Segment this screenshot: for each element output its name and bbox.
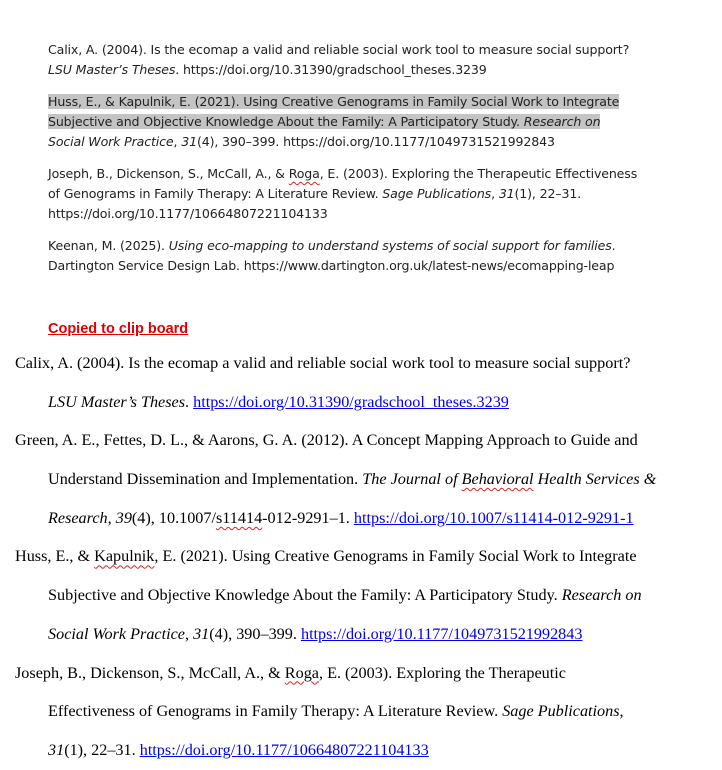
copied-to-clipboard-heading: Copied to clip board bbox=[48, 321, 189, 337]
italic-text: 39 bbox=[115, 508, 132, 527]
reference-entry bbox=[15, 537, 656, 653]
reference-text: Dartington Service Design Lab. https://www.dartington.org.uk/latest-news/ecomapping-leap bbox=[48, 258, 615, 273]
reference-line bbox=[48, 164, 637, 184]
reference-line bbox=[15, 344, 656, 383]
doi-link[interactable]: https://doi.org/10.1177/10664807221104133 bbox=[139, 740, 429, 759]
reference-text: Huss, E., & Kapulnik, E. (2021). Using Creative Genograms in Family Social Work to Integrate bbox=[48, 94, 620, 109]
reference-text: Green, A. E., Fettes, D. L., & Aarons, G. A. (2012). A Concept Mapping Approach to Guide and bbox=[15, 431, 638, 450]
reference-text: (1), 22–31. bbox=[64, 740, 140, 759]
misspelled-word: s11414 bbox=[216, 508, 263, 527]
reference-line bbox=[15, 499, 656, 538]
doi-link[interactable]: https://doi.org/10.1177/1049731521992843 bbox=[300, 624, 583, 643]
reference-text: (4), 390–399. https://doi.org/10.1177/1049731521992843 bbox=[196, 134, 555, 149]
reference-line bbox=[15, 654, 656, 693]
misspelled-word: Roga bbox=[288, 166, 320, 181]
reference-text: https://doi.org/10.1177/10664807221104133 bbox=[48, 206, 328, 221]
reference-line bbox=[15, 383, 656, 422]
reference-text: Subjective and Objective Knowledge About the Family: A Participatory Study. bbox=[48, 586, 562, 605]
italic-text: 31 bbox=[193, 624, 210, 643]
reference-line bbox=[15, 537, 656, 576]
reference-line bbox=[48, 132, 619, 152]
reference-text: -012-9291–1. bbox=[262, 508, 354, 527]
italic-text: 31 bbox=[181, 134, 197, 149]
reference-line bbox=[48, 204, 637, 224]
italic-text: Research on bbox=[561, 586, 642, 605]
reference-line bbox=[48, 184, 637, 204]
reference-text: , bbox=[184, 624, 194, 643]
italic-text: Using eco-mapping to understand systems of social support for families bbox=[168, 238, 612, 253]
reference-text: Keenan, M. (2025). bbox=[48, 238, 169, 253]
misspelled-word: Kapulnik bbox=[94, 547, 155, 566]
italic-text: Research on bbox=[523, 114, 601, 129]
italic-text: Health Services & bbox=[533, 470, 657, 489]
reference-text: (4), 390–399. bbox=[209, 624, 301, 643]
reference-list-pasted bbox=[15, 344, 656, 770]
reference-entry bbox=[48, 236, 616, 276]
italic-text: Social Work Practice bbox=[48, 134, 174, 149]
reference-line bbox=[15, 576, 656, 615]
italic-text: 31 bbox=[498, 186, 515, 201]
reference-text: , E. (2021). Using Creative Genograms in Family Social Work to Integrate bbox=[154, 547, 637, 566]
doi-link[interactable]: https://doi.org/10.1007/s11414-012-9291-1 bbox=[353, 508, 634, 527]
doi-link[interactable]: https://doi.org/10.31390/gradschool_theses.3239 bbox=[193, 392, 509, 411]
reference-line bbox=[15, 731, 656, 770]
reference-line bbox=[48, 40, 629, 60]
reference-text: . bbox=[185, 392, 194, 411]
italic-text: Sage Publications bbox=[502, 702, 620, 721]
reference-entry bbox=[48, 164, 637, 224]
reference-entry bbox=[15, 421, 656, 537]
reference-line bbox=[48, 236, 616, 256]
italic-text: Behavioral bbox=[461, 470, 534, 489]
reference-text: Calix, A. (2004). Is the ecomap a valid and reliable social work tool to measure social support? bbox=[48, 42, 630, 57]
reference-line bbox=[15, 615, 656, 654]
reference-line bbox=[48, 92, 619, 112]
italic-text: Social Work Practice bbox=[48, 624, 185, 643]
reference-line bbox=[48, 60, 629, 80]
reference-text: Joseph, B., Dickenson, S., McCall, A., & bbox=[15, 663, 285, 682]
reference-text: (1), 22–31. bbox=[514, 186, 582, 201]
reference-text: Huss, E., & bbox=[15, 547, 95, 566]
italic-text: 31 bbox=[48, 740, 65, 759]
reference-text: , bbox=[107, 508, 116, 527]
reference-text: , bbox=[491, 186, 499, 201]
reference-text: . bbox=[611, 238, 616, 253]
reference-line bbox=[15, 460, 656, 499]
reference-text: , bbox=[173, 134, 182, 149]
italic-text: LSU Master’s Theses bbox=[48, 62, 176, 77]
reference-text: Subjective and Objective Knowledge About the Family: A Participatory Study. bbox=[48, 114, 524, 129]
reference-text: , E. (2003). Exploring the Therapeutic Effectiveness bbox=[319, 166, 638, 181]
reference-text: Joseph, B., Dickenson, S., McCall, A., & bbox=[48, 166, 289, 181]
reference-text: Calix, A. (2004). Is the ecomap a valid and reliable social work tool to measure social support? bbox=[15, 354, 631, 372]
reference-text: , bbox=[619, 702, 624, 721]
italic-text: LSU Master’s Theses bbox=[48, 392, 186, 411]
reference-entry bbox=[48, 40, 629, 80]
italic-text: The Journal of bbox=[362, 470, 462, 489]
italic-text: Sage Publications bbox=[382, 186, 492, 201]
reference-entry bbox=[15, 344, 656, 421]
reference-text: Effectiveness of Genograms in Family Therapy: A Literature Review. bbox=[48, 702, 503, 721]
reference-text: (4), 10.1007/ bbox=[131, 508, 216, 527]
reference-text: , E. (2003). Exploring the Therapeutic bbox=[318, 663, 566, 682]
reference-entry bbox=[48, 92, 619, 152]
reference-text: . https://doi.org/10.31390/gradschool_theses.3239 bbox=[175, 62, 487, 77]
reference-line bbox=[15, 692, 656, 731]
reference-line bbox=[48, 112, 619, 132]
reference-line bbox=[15, 421, 656, 460]
reference-text: of Genograms in Family Therapy: A Literature Review. bbox=[48, 186, 383, 201]
italic-text: Research bbox=[48, 508, 108, 527]
reference-text: Understand Dissemination and Implementation. bbox=[48, 470, 363, 489]
reference-line bbox=[48, 256, 616, 276]
misspelled-word: Roga bbox=[284, 663, 319, 682]
reference-entry bbox=[15, 654, 656, 770]
